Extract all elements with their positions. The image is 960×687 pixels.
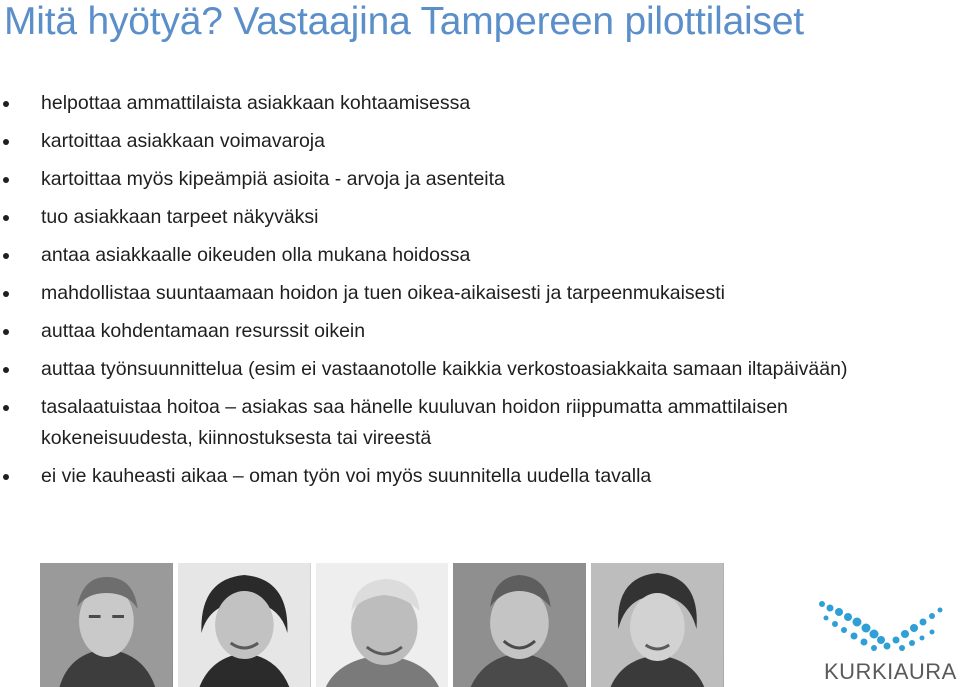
portrait-photo-man-1 (40, 563, 173, 687)
slide-title: Mitä hyötyä? Vastaajina Tampereen pilottilaiset (4, 0, 804, 43)
bullet-text: helpottaa ammattilaista asiakkaan kohtaamisessa (41, 92, 471, 114)
bullet-item (0, 88, 940, 119)
bullet-text: ei vie kauheasti aikaa – oman työn voi myös suunnitella uudella tavalla (41, 465, 652, 487)
bullet-item (0, 316, 940, 347)
bullet-list (0, 88, 940, 499)
bullet-item (0, 240, 940, 271)
logo-wordmark: KURKIAURA (824, 659, 957, 684)
bullet-item (0, 164, 940, 195)
bullet-text: kartoittaa myös kipeämpiä asioita - arvoja ja asenteita (41, 168, 505, 190)
bullet-text: auttaa kohdentamaan resurssit oikein (41, 320, 366, 342)
bullet-item (0, 202, 940, 233)
bullet-dot-icon (3, 291, 9, 297)
bullet-text: auttaa työnsuunnittelua (esim ei vastaanotolle kaikkia verkostoasiakkaita samaan iltapäivään) (41, 358, 848, 380)
bullet-dot-icon (3, 329, 9, 335)
portrait-photo-strip (40, 563, 724, 687)
portrait-photo-woman-2 (591, 563, 724, 687)
bullet-item (0, 461, 940, 492)
bullet-text: kartoittaa asiakkaan voimavaroja (41, 130, 325, 152)
bullet-dot-icon (3, 139, 9, 145)
bullet-dot-icon (3, 177, 9, 183)
bullet-dot-icon (3, 367, 9, 373)
bullet-item (0, 354, 940, 385)
bullet-dot-icon (3, 215, 9, 221)
bird-flock-icon (808, 594, 958, 660)
portrait-photo-man-3 (453, 563, 586, 687)
bullet-item (0, 392, 940, 454)
bullet-text: antaa asiakkaalle oikeuden olla mukana hoidossa (41, 244, 471, 266)
bullet-item (0, 278, 940, 309)
bullet-dot-icon (3, 474, 9, 480)
bullet-text: tasalaatuistaa hoitoa – asiakas saa hänelle kuuluvan hoidon riippumatta ammattilaisen kokeneisuudesta, kiinnostuksesta tai vireestä (41, 396, 788, 449)
kurkiaura-logo (808, 594, 958, 686)
bullet-item (0, 126, 940, 157)
bullet-dot-icon (3, 405, 9, 411)
portrait-photo-man-2 (316, 563, 449, 687)
bullet-text: mahdollistaa suuntaamaan hoidon ja tuen oikea-aikaisesti ja tarpeenmukaisesti (41, 282, 725, 304)
portrait-photo-woman-1 (178, 563, 311, 687)
bullet-text: tuo asiakkaan tarpeet näkyväksi (41, 206, 319, 228)
bullet-dot-icon (3, 253, 9, 259)
bullet-dot-icon (3, 101, 9, 107)
